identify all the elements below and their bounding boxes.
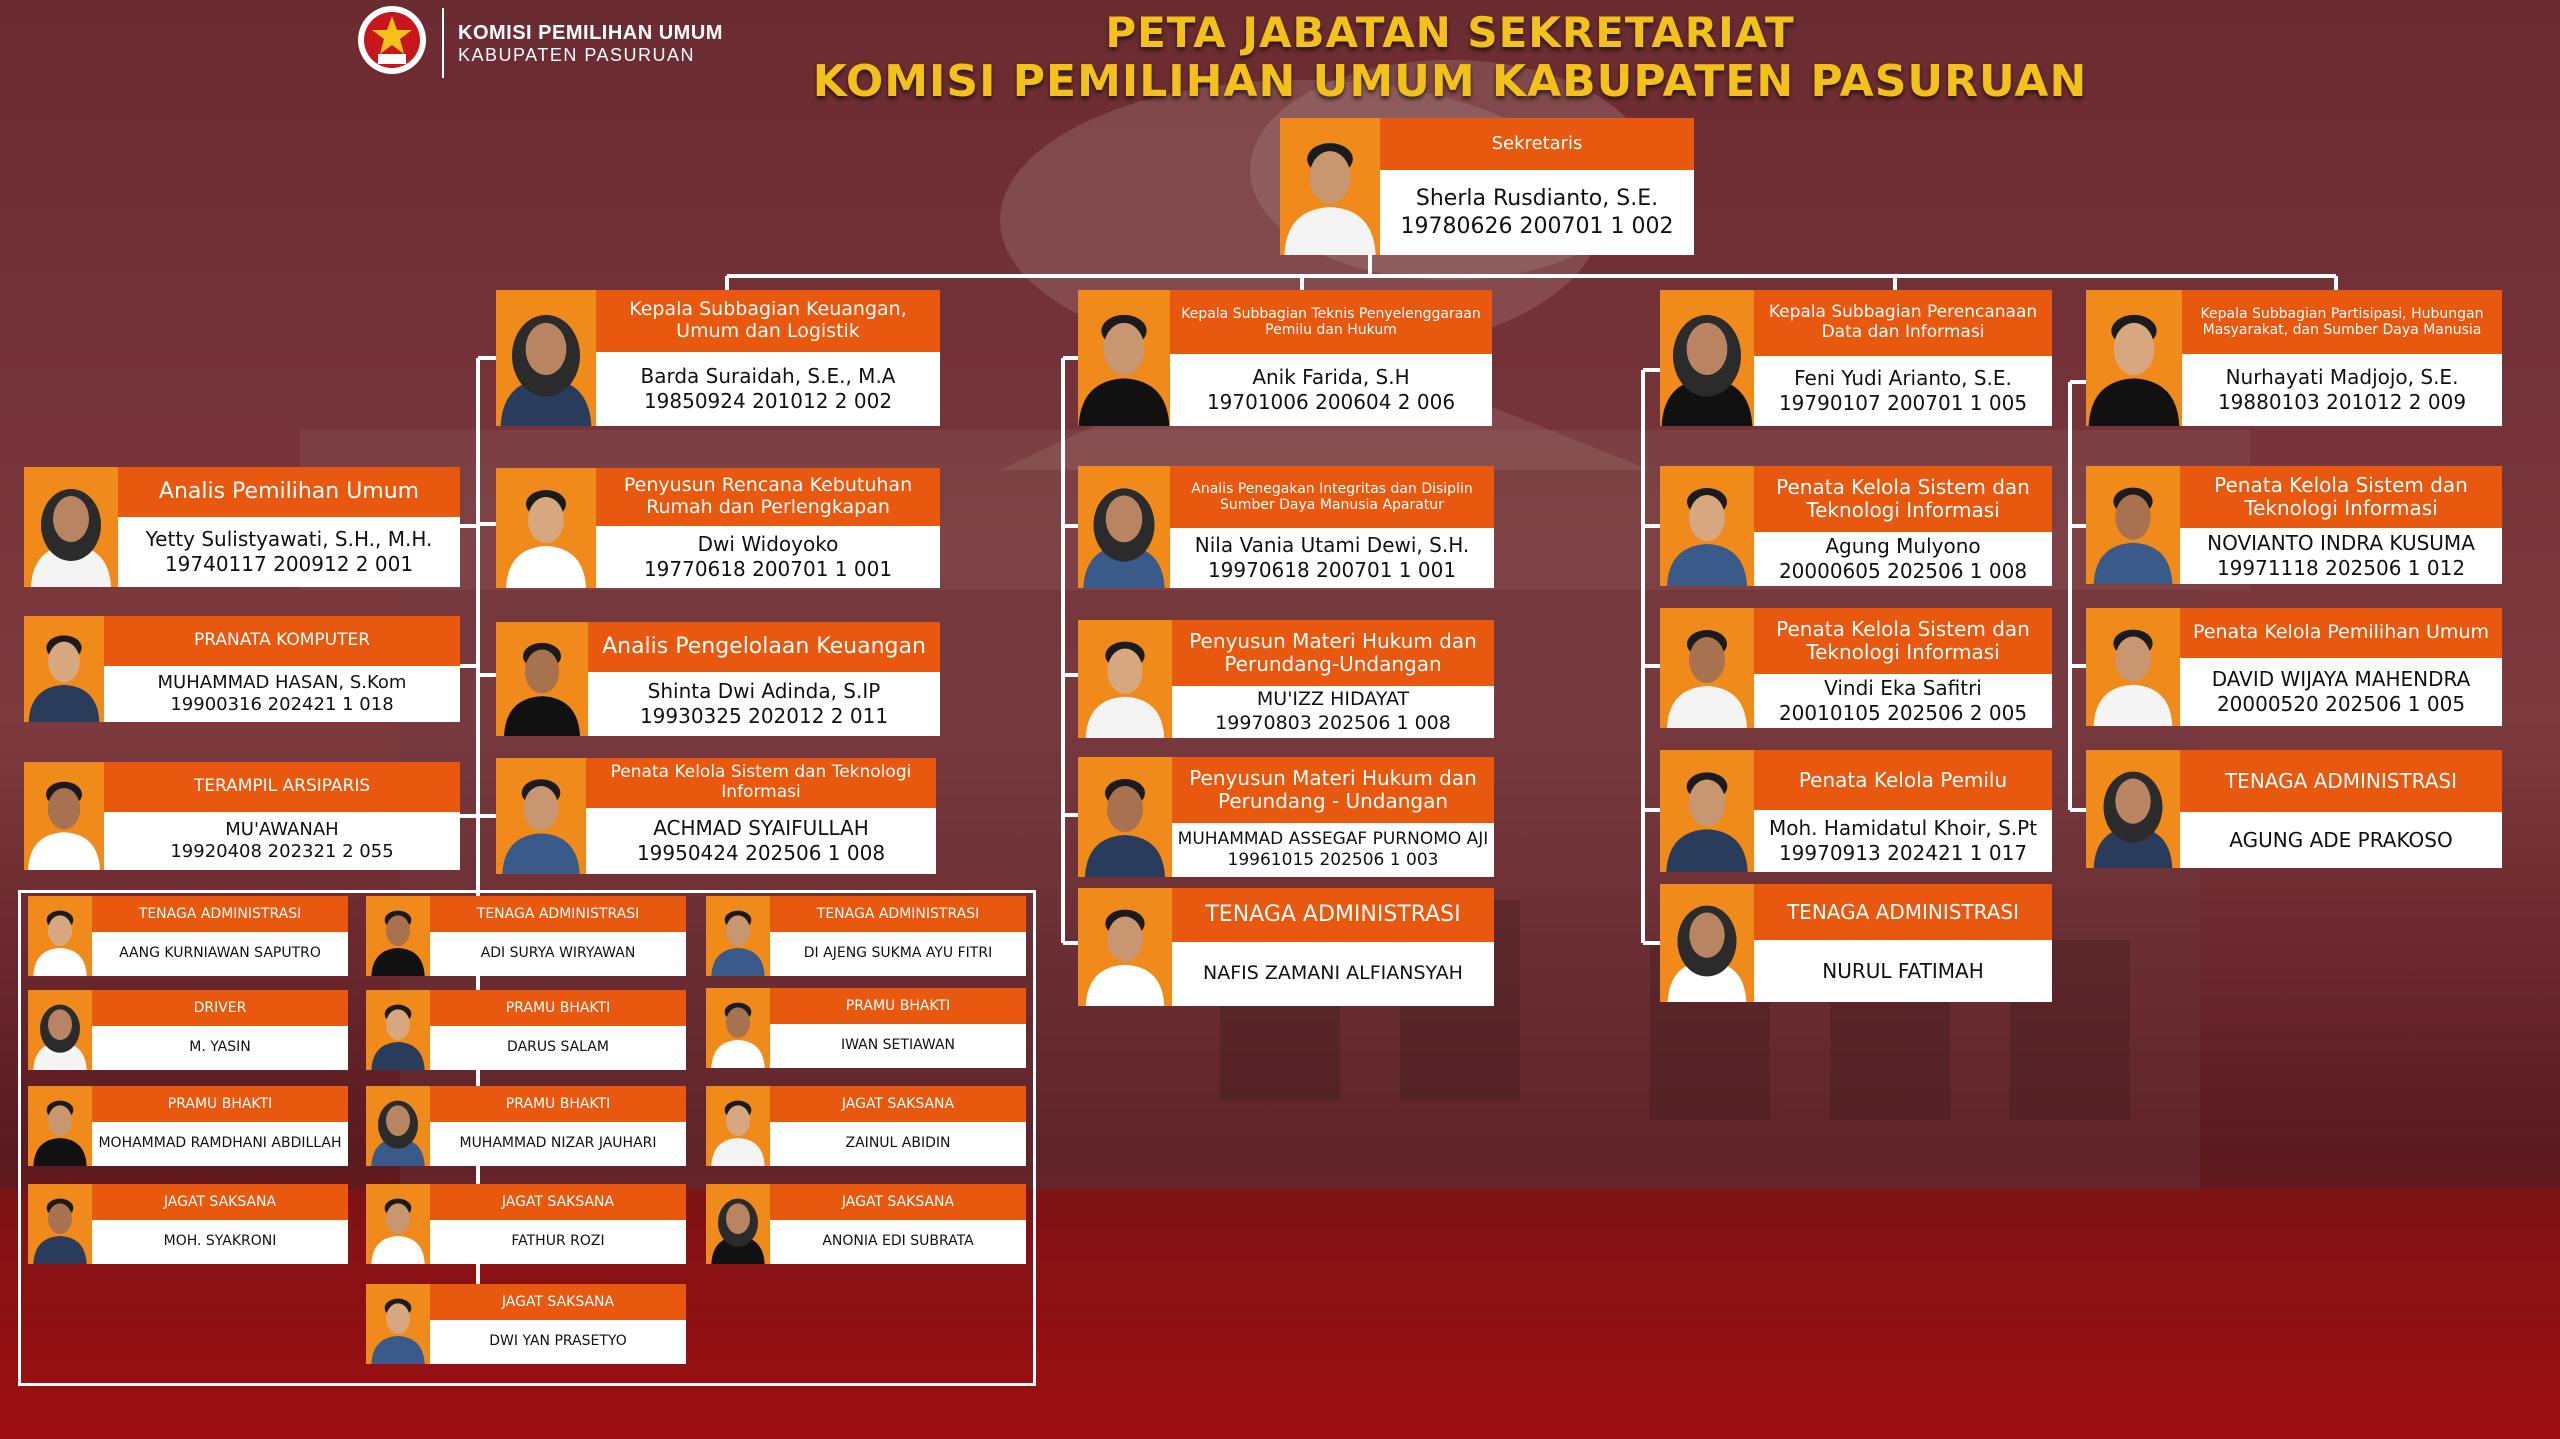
card-col4-members-0 <box>2086 466 2502 584</box>
person-info <box>92 1122 348 1166</box>
person-info <box>104 666 460 722</box>
staff-card-1 <box>366 896 686 976</box>
person-photo <box>366 990 430 1070</box>
person-photo <box>2086 750 2180 868</box>
person-name: Vindi Eka Safitri <box>1824 676 1982 700</box>
person-info <box>586 808 936 874</box>
person-info <box>596 526 940 588</box>
staff-card-10 <box>366 1184 686 1264</box>
position-title: Penata Kelola Sistem dan Teknologi Informasi <box>1754 466 2052 532</box>
person-info <box>430 1026 686 1070</box>
person-photo <box>2086 466 2180 584</box>
position-title: Sekretaris <box>1380 118 1694 170</box>
position-title: TENAGA ADMINISTRASI <box>770 896 1026 932</box>
card-col1-left-0 <box>24 467 460 587</box>
staff-card-7 <box>366 1086 686 1166</box>
person-info <box>1754 810 2052 872</box>
person-photo <box>28 990 92 1070</box>
person-name: ADI SURYA WIRYAWAN <box>480 945 636 962</box>
position-title: Penata Kelola Sistem dan Teknologi Informasi <box>2180 466 2502 528</box>
person-nip: 20000605 202506 1 008 <box>1778 559 2028 583</box>
card-col1-right-1 <box>496 622 940 736</box>
person-photo <box>1280 118 1380 255</box>
position-title: Kepala Subbagian Teknis Penyelenggaraan Pemilu dan Hukum <box>1170 290 1492 354</box>
person-name: MOH. SYAKRONI <box>163 1233 277 1250</box>
card-col1-right-2 <box>496 758 936 874</box>
person-info <box>430 1122 686 1166</box>
person-photo <box>366 896 430 976</box>
position-title: PRAMU BHAKTI <box>430 990 686 1026</box>
logo-divider <box>442 8 444 78</box>
card-col1-left-1 <box>24 616 460 722</box>
person-photo <box>1660 290 1754 426</box>
person-info <box>92 932 348 976</box>
person-info <box>1170 354 1492 426</box>
position-title: Analis Penegakan Integritas dan Disiplin Sumber Daya Manusia Aparatur <box>1170 466 1494 528</box>
person-name: DWI YAN PRASETYO <box>489 1333 627 1350</box>
person-photo <box>706 988 770 1068</box>
person-name: MUHAMMAD ASSEGAF PURNOMO AJI <box>1177 828 1489 849</box>
person-name: DI AJENG SUKMA AYU FITRI <box>803 945 993 962</box>
person-name: NAFIS ZAMANI ALFIANSYAH <box>1203 962 1463 985</box>
position-title: Analis Pengelolaan Keuangan <box>588 622 940 672</box>
card-col3-head <box>1660 290 2052 426</box>
person-photo <box>706 896 770 976</box>
person-name: Dwi Widoyoko <box>697 532 839 556</box>
card-col4-head <box>2086 290 2502 426</box>
person-name: FATHUR ROZI <box>511 1233 605 1250</box>
person-name: AANG KURNIAWAN SAPUTRO <box>119 945 321 962</box>
person-nip: 19961015 202506 1 003 <box>1227 850 1439 870</box>
person-photo <box>1660 750 1754 872</box>
page-title-line1: PETA JABATAN SEKRETARIAT <box>1105 8 1795 57</box>
person-name: AGUNG ADE PRAKOSO <box>2229 827 2453 852</box>
position-title: Penata Kelola Sistem dan Teknologi Informasi <box>1754 608 2052 674</box>
person-info <box>770 1024 1026 1068</box>
person-info <box>430 1220 686 1264</box>
person-nip: 19850924 201012 2 002 <box>643 389 893 413</box>
staff-card-11 <box>706 1184 1026 1264</box>
card-col2-members-1 <box>1078 620 1494 738</box>
position-title: PRAMU BHAKTI <box>92 1086 348 1122</box>
person-name: MUHAMMAD HASAN, S.Kom <box>157 671 407 693</box>
position-title: PRAMU BHAKTI <box>430 1086 686 1122</box>
person-name: Feni Yudi Arianto, S.E. <box>1794 366 2012 390</box>
page-title-line2: KOMISI PEMILIHAN UMUM KABUPATEN PASURUAN <box>812 56 2088 107</box>
person-nip: 19780626 200701 1 002 <box>1400 213 1674 239</box>
person-info <box>92 1026 348 1070</box>
person-photo <box>366 1086 430 1166</box>
person-info <box>2180 812 2502 868</box>
card-col1-head <box>496 290 940 426</box>
staff-card-5 <box>706 988 1026 1068</box>
person-photo <box>2086 608 2180 726</box>
person-photo <box>24 762 104 870</box>
person-name: IWAN SETIAWAN <box>840 1037 956 1054</box>
card-col3-members-3 <box>1660 884 2052 1002</box>
person-nip: 20010105 202506 2 005 <box>1778 701 2028 725</box>
person-photo <box>366 1184 430 1264</box>
staff-card-8 <box>706 1086 1026 1166</box>
person-nip: 19970618 200701 1 001 <box>1207 558 1457 582</box>
person-photo <box>496 622 588 736</box>
person-info <box>1172 823 1494 877</box>
person-photo <box>496 468 596 588</box>
staff-card-2 <box>706 896 1026 976</box>
position-title: JAGAT SAKSANA <box>92 1184 348 1220</box>
person-photo <box>706 1086 770 1166</box>
person-name: Barda Suraidah, S.E., M.A <box>640 364 896 388</box>
position-title: PRAMU BHAKTI <box>770 988 1026 1024</box>
person-nip: 19770618 200701 1 001 <box>643 557 893 581</box>
person-name: MU'AWANAH <box>225 818 339 840</box>
person-name: Nila Vania Utami Dewi, S.H. <box>1194 533 1470 557</box>
position-title: Penata Kelola Pemilu <box>1754 750 2052 810</box>
person-name: NURUL FATIMAH <box>1822 958 1984 983</box>
person-name: Shinta Dwi Adinda, S.IP <box>647 679 881 703</box>
person-name: Agung Mulyono <box>1825 534 1981 558</box>
position-title: TERAMPIL ARSIPARIS <box>104 762 460 812</box>
position-title: JAGAT SAKSANA <box>770 1184 1026 1220</box>
staff-card-0 <box>28 896 348 976</box>
person-info <box>1754 940 2052 1002</box>
person-photo <box>1078 620 1172 738</box>
person-photo <box>24 467 118 587</box>
person-info <box>596 352 940 426</box>
person-name: MOHAMMAD RAMDHANI ABDILLAH <box>98 1135 342 1152</box>
person-nip: 20000520 202506 1 005 <box>2216 692 2466 716</box>
position-title: TENAGA ADMINISTRASI <box>430 896 686 932</box>
person-info <box>104 812 460 870</box>
person-info <box>92 1220 348 1264</box>
position-title: Kepala Subbagian Partisipasi, Hubungan Masyarakat, dan Sumber Daya Manusia <box>2182 290 2502 354</box>
position-title: PRANATA KOMPUTER <box>104 616 460 666</box>
person-info <box>2182 354 2502 426</box>
position-title: Penata Kelola Sistem dan Teknologi Informasi <box>586 758 936 808</box>
person-info <box>1170 528 1494 588</box>
card-col3-members-2 <box>1660 750 2052 872</box>
person-photo <box>1078 888 1172 1006</box>
person-photo <box>28 1184 92 1264</box>
position-title: TENAGA ADMINISTRASI <box>92 896 348 932</box>
person-name: ACHMAD SYAIFULLAH <box>653 816 869 840</box>
person-info <box>430 932 686 976</box>
person-photo <box>1660 608 1754 728</box>
position-title: TENAGA ADMINISTRASI <box>1172 888 1494 942</box>
logo-text-line1: KOMISI PEMILIHAN UMUM <box>458 22 723 44</box>
person-info <box>770 1220 1026 1264</box>
person-photo <box>496 290 596 426</box>
person-info <box>1754 674 2052 728</box>
person-nip: 19701006 200604 2 006 <box>1206 390 1456 414</box>
person-info <box>118 517 460 587</box>
position-title: Penyusun Materi Hukum dan Perundang - Undangan <box>1172 757 1494 823</box>
card-col3-members-0 <box>1660 466 2052 586</box>
person-nip: 19900316 202421 1 018 <box>170 694 394 715</box>
person-photo <box>1078 466 1170 588</box>
position-title: TENAGA ADMINISTRASI <box>1754 884 2052 940</box>
person-name: M. YASIN <box>189 1039 251 1056</box>
person-name: Nurhayati Madjojo, S.E. <box>2225 365 2459 389</box>
position-title: JAGAT SAKSANA <box>430 1184 686 1220</box>
card-col2-members-3 <box>1078 888 1494 1006</box>
person-name: NOVIANTO INDRA KUSUMA <box>2207 531 2475 555</box>
person-nip: 19970913 202421 1 017 <box>1778 841 2028 865</box>
person-name: MUHAMMAD NIZAR JAUHARI <box>459 1135 657 1152</box>
person-info <box>2180 658 2502 726</box>
person-photo <box>1078 757 1172 877</box>
card-col2-head <box>1078 290 1492 426</box>
staff-card-4 <box>366 990 686 1070</box>
person-photo <box>2086 290 2182 426</box>
person-info <box>1172 942 1494 1006</box>
person-photo <box>28 896 92 976</box>
person-photo <box>706 1184 770 1264</box>
person-nip: 19930325 202012 2 011 <box>639 704 889 728</box>
person-info <box>770 1122 1026 1166</box>
person-info <box>430 1320 686 1364</box>
person-name: DARUS SALAM <box>507 1039 609 1056</box>
person-nip: 19740117 200912 2 001 <box>164 552 414 576</box>
person-info <box>1380 170 1694 255</box>
card-col4-members-2 <box>2086 750 2502 868</box>
person-nip: 19880103 201012 2 009 <box>2217 390 2467 414</box>
person-photo <box>1078 290 1170 426</box>
person-nip: 19971118 202506 1 012 <box>2216 556 2466 580</box>
person-name: Moh. Hamidatul Khoir, S.Pt <box>1768 816 2038 840</box>
position-title: JAGAT SAKSANA <box>430 1284 686 1320</box>
card-col2-members-2 <box>1078 757 1494 877</box>
person-info <box>2180 528 2502 584</box>
card-col3-members-1 <box>1660 608 2052 728</box>
kpu-logo <box>356 4 428 76</box>
person-photo <box>28 1086 92 1166</box>
person-name: Sherla Rusdianto, S.E. <box>1415 186 1659 211</box>
position-title: JAGAT SAKSANA <box>770 1086 1026 1122</box>
position-title: Penyusun Rencana Kebutuhan Rumah dan Perlengkapan <box>596 468 940 526</box>
card-col2-members-0 <box>1078 466 1494 588</box>
staff-card-12 <box>366 1284 686 1364</box>
position-title: Penata Kelola Pemilihan Umum <box>2180 608 2502 658</box>
staff-card-6 <box>28 1086 348 1166</box>
person-name: ANONIA EDI SUBRATA <box>822 1233 974 1250</box>
person-name: DAVID WIJAYA MAHENDRA <box>2211 667 2471 691</box>
person-photo <box>1660 466 1754 586</box>
person-photo <box>1660 884 1754 1002</box>
person-nip: 19970803 202506 1 008 <box>1215 712 1451 734</box>
person-info <box>1754 532 2052 586</box>
position-title: Penyusun Materi Hukum dan Perundang-Undangan <box>1172 620 1494 686</box>
person-info <box>588 672 940 736</box>
position-title: Kepala Subbagian Perencanaan Data dan Informasi <box>1754 290 2052 356</box>
person-nip: 19920408 202321 2 055 <box>170 841 394 862</box>
person-name: Yetty Sulistyawati, S.H., M.H. <box>145 527 433 551</box>
person-name: ZAINUL ABIDIN <box>845 1135 951 1152</box>
logo-text <box>458 22 723 66</box>
person-photo <box>24 616 104 722</box>
person-info <box>1754 356 2052 426</box>
staff-card-9 <box>28 1184 348 1264</box>
person-nip: 19950424 202506 1 008 <box>636 841 886 865</box>
logo-text-line2: KABUPATEN PASURUAN <box>458 45 696 65</box>
person-nip: 19790107 200701 1 005 <box>1778 391 2028 415</box>
position-title: DRIVER <box>92 990 348 1026</box>
person-info <box>770 932 1026 976</box>
person-photo <box>366 1284 430 1364</box>
card-top <box>1280 118 1694 255</box>
card-col1-right-0 <box>496 468 940 588</box>
position-title: Analis Pemilihan Umum <box>118 467 460 517</box>
card-col1-left-2 <box>24 762 460 870</box>
person-info <box>1172 686 1494 738</box>
position-title: Kepala Subbagian Keuangan, Umum dan Logistik <box>596 290 940 352</box>
staff-card-3 <box>28 990 348 1070</box>
position-title: TENAGA ADMINISTRASI <box>2180 750 2502 812</box>
person-name: Anik Farida, S.H <box>1252 365 1410 389</box>
card-col4-members-1 <box>2086 608 2502 726</box>
person-photo <box>496 758 586 874</box>
person-name: MU'IZZ HIDAYAT <box>1256 688 1410 711</box>
